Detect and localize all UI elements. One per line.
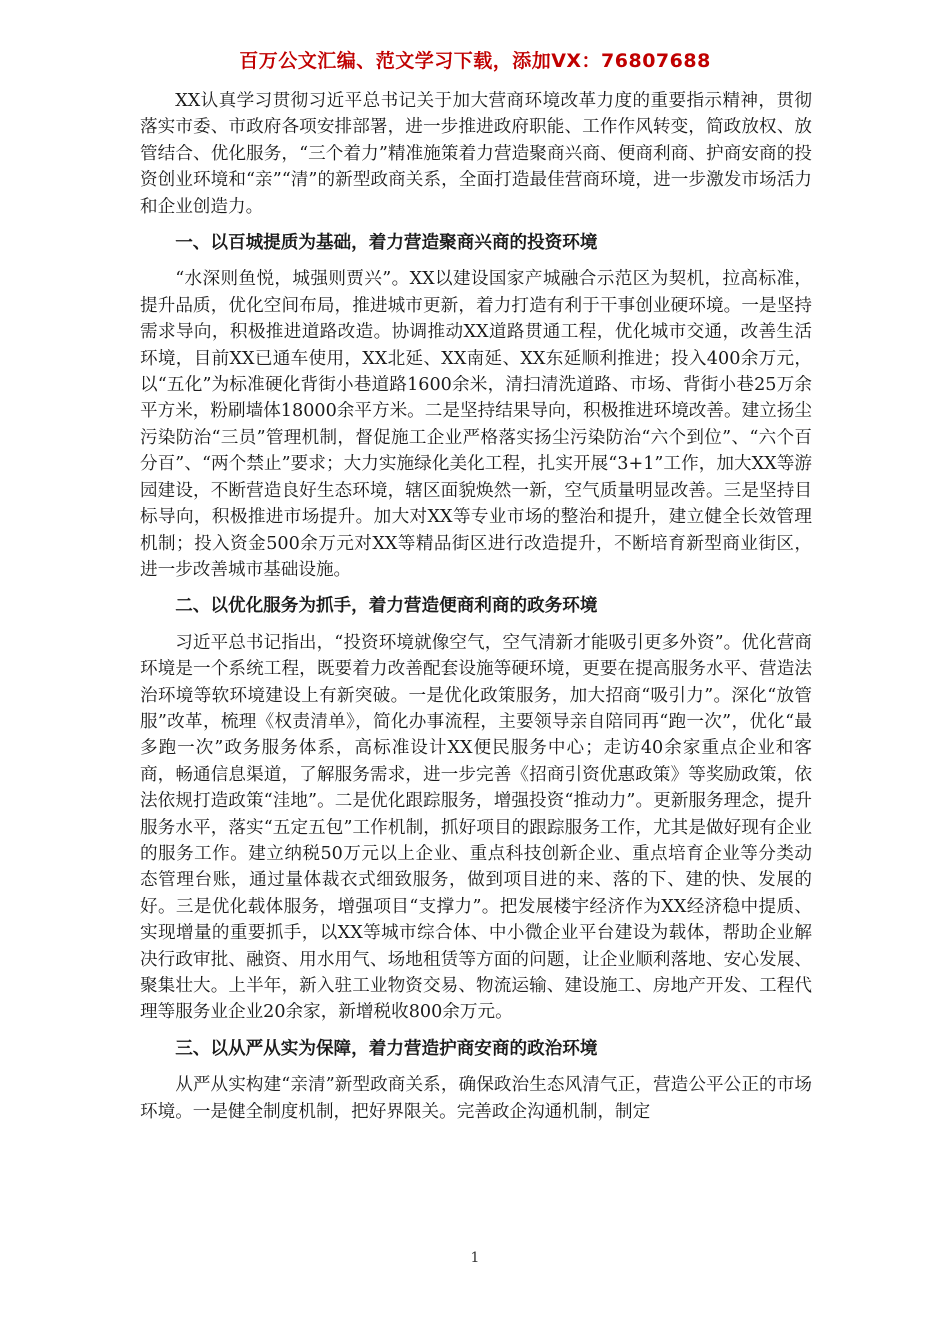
section-1-heading: 一、以百城提质为基础，着力营造聚商兴商的投资环境 [175, 233, 598, 254]
section-2-paragraph: 习近平总书记指出，“投资环境就像空气，空气清新才能吸引更多外资”。优化营商环境是一个系统工程，既要着力改善配套设施等硬环境，更要在提高服务水平、营造法治环境等软环境建设上有新突破。一是优化政策服务，加大招商“吸引力”。深化“放管服”改革，梳理《权责清单》，简化办事流程，主要领导亲自陪同再“跑一次”，优化“最多跑一次”政务服务体系，高标准设计XX便民服务中心；走访40余家重点企业和客商，畅通信息渠道，了解服务需求，进一步完善《招商引资优惠政策》等奖励政策，依法依规打造政策“洼地”。二是优化跟踪服务，增强投资“推动力”。更新服务理念，提升服务水平，落实“五定五包”工作机制，抓好项目的跟踪服务工作，尤其是做好现有企业的服务工作。建立纳税50万元以上企业、重点科技创新企业、重点培育企业等分类动态管理台账，通过量体裁衣式细致服务，做到项目进的来、落的下、建的快、发展的好。三是优化载体服务，增强项目“支撑力”。把发展楼宇经济作为XX经济稳中提质、实现增量的重要抓手，以XX等城市综合体、中小微企业平台建设为载体，帮助企业解决行政审批、融资、用水用气、场地租赁等方面的问题，让企业顺利落地、安心发展、聚集壮大。上半年，新入驻工业物资交易、物流运输、建设施工、房地产开发、工程代理等服务业企业20余家，新增税收800余万元。 [140, 632, 812, 1023]
section-2-heading: 二、以优化服务为抓手，着力营造便商利商的政务环境 [175, 596, 598, 617]
document-body [140, 88, 812, 1125]
page-number: 1 [470, 1250, 480, 1266]
watermark-banner: 百万公文汇编、范文学习下载，添加VX：76807688 [239, 50, 711, 72]
intro-paragraph: XX认真学习贯彻习近平总书记关于加大营商环境改革力度的重要指示精神，贯彻落实市委、市政府各项安排部署，进一步推进政府职能、工作作风转变，简政放权、放管结合、优化服务，“三个着力”精准施策着力营造聚商兴商、便商利商、护商安商的投资创业环境和“亲”“清”的新型政商关系，全面打造最佳营商环境，进一步激发市场活力和企业创造力。 [140, 91, 812, 217]
section-1-paragraph: “水深则鱼悦，城强则贾兴”。XX以建设国家产城融合示范区为契机，拉高标准，提升品质，优化空间布局，推进城市更新，着力打造有利于干事创业硬环境。一是坚持需求导向，积极推进道路改造。协调推动XX道路贯通工程，优化城市交通，改善生活环境，目前XX已通车使用，XX北延、XX南延、XX东延顺利推进；投入400余万元，以“五化”为标准硬化背街小巷道路1600余米，清扫清洗道路、市场、背街小巷25万余平方米，粉刷墙体18000余平方米。二是坚持结果导向，积极推进环境改善。建立扬尘污染防治“三员”管理机制，督促施工企业严格落实扬尘污染防治“六个到位”、“六个百分百”、“两个禁止”要求；大力实施绿化美化工程，扎实开展“3+1”工作，加大XX等游园建设，不断营造良好生态环境，辖区面貌焕然一新，空气质量明显改善。三是坚持目标导向，积极推进市场提升。加大对XX等专业市场的整治和提升，建立健全长效管理机制；投入资金500余万元对XX等精品街区进行改造提升，不断培育新型商业街区，进一步改善城市基础设施。 [140, 269, 812, 580]
section-3-heading: 三、以从严从实为保障，着力营造护商安商的政治环境 [175, 1038, 598, 1059]
section-3-paragraph: 从严从实构建“亲清”新型政商关系，确保政治生态风清气正，营造公平公正的市场环境。一是健全制度机制，把好界限关。完善政企沟通机制，制定 [140, 1075, 812, 1122]
